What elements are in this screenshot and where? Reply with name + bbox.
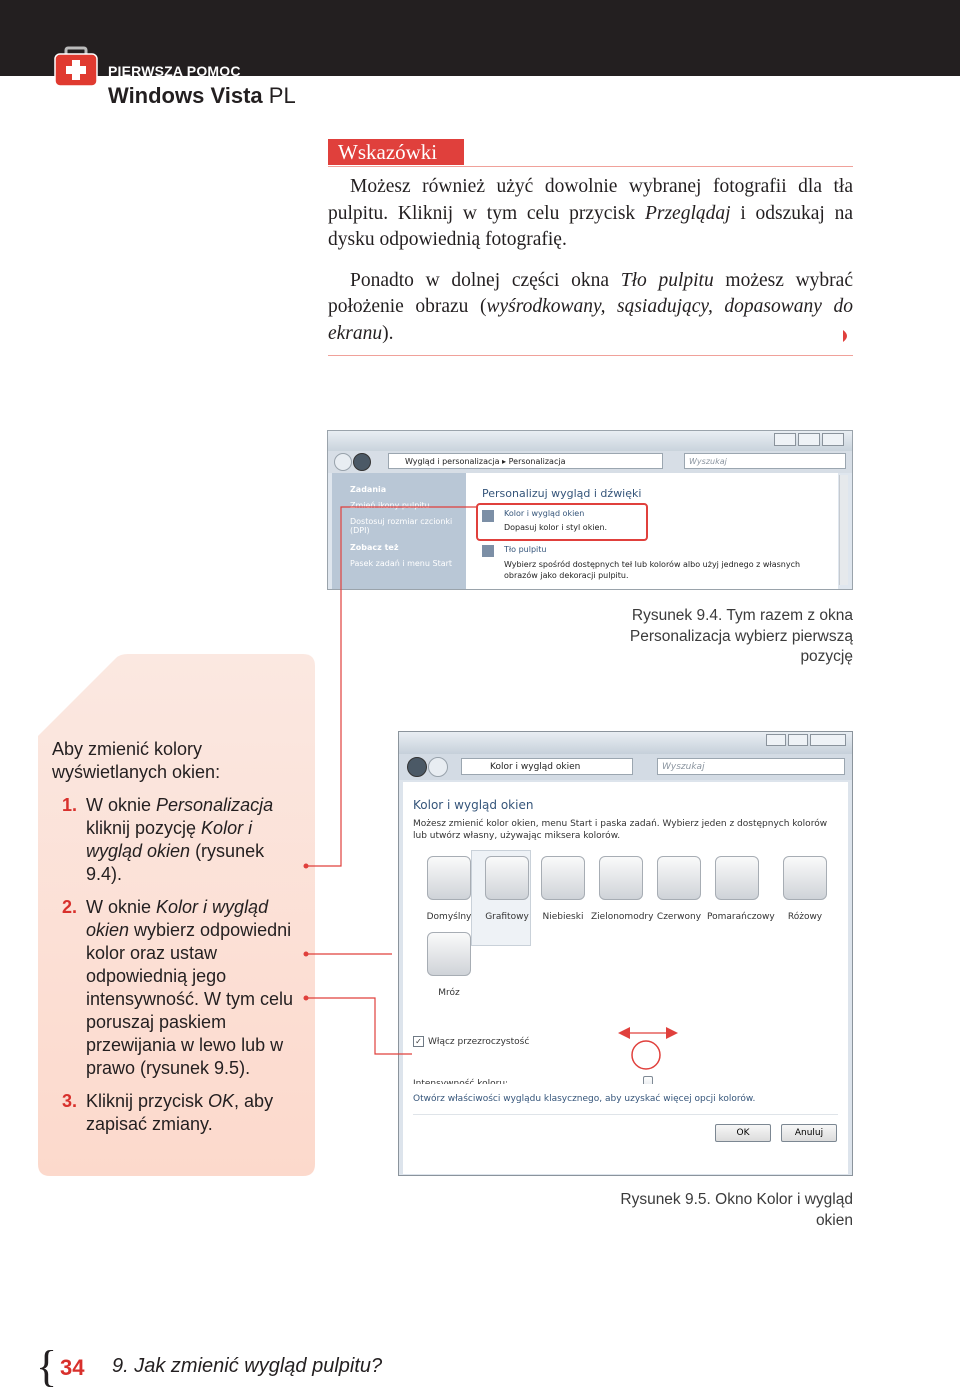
color-swatch-2[interactable] bbox=[477, 856, 537, 922]
search-input[interactable]: Wyszukaj bbox=[684, 453, 846, 469]
first-aid-kit-icon bbox=[54, 46, 98, 88]
swatch-label: Domyślny bbox=[426, 912, 472, 922]
ok-button[interactable]: OK bbox=[715, 1124, 771, 1142]
cancel-button[interactable]: Anuluj bbox=[781, 1124, 837, 1142]
page-number: 34 bbox=[60, 1355, 85, 1380]
task-font-size[interactable]: Dostosuj rozmiar czcionki (DPI) bbox=[350, 517, 453, 535]
task-pane bbox=[332, 473, 466, 589]
color-swatch-4[interactable] bbox=[591, 856, 654, 922]
window-controls bbox=[766, 734, 846, 746]
dialog-description: Możesz zmienić kolor okien, menu Start i paska zadań. Wybierz jeden z dostępnych kolorów lub utwórz własny, używając miksera kolorów. bbox=[413, 819, 828, 841]
tips-bottom-rule bbox=[328, 355, 853, 356]
minimize-button[interactable] bbox=[774, 433, 796, 446]
content-pane bbox=[466, 473, 838, 589]
forward-icon[interactable] bbox=[353, 453, 371, 471]
tips-paragraph-2: Ponadto w dolnej części okna Tło pulpitu możesz wybrać położenie obrazu (wyśrodkowany, sąsiadujący, dopasowany do ekranu). bbox=[328, 269, 853, 344]
chapter-title: 9. Jak zmienić wygląd pulpitu? bbox=[112, 1355, 383, 1377]
series-name: PIERWSZA POMOC bbox=[108, 63, 241, 79]
minimize-button[interactable] bbox=[766, 734, 786, 746]
step-3: 3. Kliknij przycisk OK, aby zapisać zmiany. bbox=[62, 1091, 274, 1134]
address-bar[interactable]: Wygląd i personalizacja ▸ Personalizacja bbox=[388, 453, 663, 469]
book-title: Windows Vista PL bbox=[108, 83, 296, 108]
color-swatch-1[interactable] bbox=[419, 856, 479, 922]
dialog-footer bbox=[403, 1084, 848, 1174]
maximize-button[interactable] bbox=[788, 734, 808, 746]
dialog-content bbox=[403, 782, 848, 1126]
steps-list bbox=[52, 738, 304, 1146]
color-swatch-5[interactable] bbox=[649, 856, 709, 922]
dialog-title: Kolor i wygląd okien bbox=[413, 798, 534, 812]
color-swatches bbox=[403, 856, 848, 998]
desktop-background-icon bbox=[482, 545, 494, 557]
address-row bbox=[328, 451, 852, 473]
swatch-label: Mróz bbox=[438, 988, 460, 998]
color-swatch-6[interactable] bbox=[707, 856, 775, 922]
see-also-taskbar[interactable]: Pasek zadań i menu Start bbox=[350, 559, 453, 568]
end-mark-icon bbox=[843, 330, 851, 342]
figure-9-5-caption: Rysunek 9.5. Okno Kolor i wygląd okien bbox=[620, 1191, 853, 1229]
content-title: Personalizuj wygląd i dźwięki bbox=[482, 487, 642, 500]
address-bar[interactable]: Kolor i wygląd okien bbox=[461, 758, 633, 775]
task-change-icons[interactable]: Zmień ikony pulpitu bbox=[350, 501, 430, 510]
scrollbar[interactable] bbox=[839, 475, 848, 585]
item1-description: Dopasuj kolor i styl okien. bbox=[504, 523, 608, 532]
swatch-label: Grafitowy bbox=[485, 912, 529, 922]
close-button[interactable] bbox=[822, 433, 844, 446]
swatch-label: Zielonomodry bbox=[591, 912, 654, 922]
item2-description: Wybierz spośród dostępnych teł lub kolorów albo użyj jednego z własnych obrazów jako dekoracji pulpitu. bbox=[504, 560, 801, 580]
tips-heading: Wskazówki bbox=[328, 139, 464, 165]
maximize-button[interactable] bbox=[798, 433, 820, 446]
step-1: 1. W oknie Personalizacja kliknij pozycję Kolor i wygląd okien (rysunek 9.4). bbox=[62, 795, 274, 884]
tips-body bbox=[328, 174, 853, 361]
back-icon[interactable] bbox=[334, 453, 352, 471]
swatch-label: Czerwony bbox=[656, 912, 702, 922]
figure-9-4-caption: Rysunek 9.4. Tym razem z okna Personalizacja wybierz pierwszą pozycję bbox=[629, 607, 853, 665]
color-swatch-3[interactable] bbox=[533, 856, 593, 922]
window-color-icon bbox=[482, 510, 494, 522]
close-button[interactable] bbox=[810, 734, 846, 746]
swatch-tile[interactable] bbox=[599, 856, 643, 900]
tasks-title: Zadania bbox=[350, 485, 387, 494]
swatch-label: Pomarańczowy bbox=[707, 912, 775, 922]
address-row bbox=[399, 754, 852, 780]
figure-personalization-window bbox=[327, 430, 853, 590]
swatch-tile[interactable] bbox=[783, 856, 827, 900]
transparency-option[interactable]: ✓ Włącz przezroczystość bbox=[413, 1036, 529, 1047]
swatch-tile[interactable] bbox=[427, 856, 471, 900]
figure-window-color-dialog bbox=[398, 731, 853, 1176]
step-2: 2. W oknie Kolor i wygląd okien wybierz odpowiedni kolor oraz ustaw odpowiednią jego intensywność. W tym celu poruszaj paskiem przewijania w lewo lub w prawo (rysunek 9.5). bbox=[62, 897, 294, 1078]
footer-brace: { bbox=[36, 1342, 58, 1391]
forward-icon[interactable] bbox=[428, 757, 448, 777]
steps-intro: Aby zmienić kolory wyświetlanych okien: bbox=[52, 739, 221, 782]
swatch-tile[interactable] bbox=[541, 856, 585, 900]
swatch-label: Niebieski bbox=[542, 912, 584, 922]
swatch-tile[interactable] bbox=[715, 856, 759, 900]
classic-appearance-link[interactable]: Otwórz właściwości wyglądu klasycznego, aby uzyskać więcej opcji kolorów. bbox=[413, 1094, 756, 1104]
link-desktop-background[interactable]: Tło pulpitu bbox=[504, 545, 547, 554]
color-swatch-8[interactable] bbox=[419, 932, 479, 998]
see-also-title: Zobacz też bbox=[350, 543, 399, 552]
link-window-color[interactable]: Kolor i wygląd okien bbox=[504, 509, 585, 518]
swatch-tile[interactable] bbox=[657, 856, 701, 900]
footer-divider bbox=[413, 1114, 838, 1115]
search-input[interactable]: Wyszukaj bbox=[657, 758, 845, 775]
swatch-tile[interactable] bbox=[485, 856, 529, 900]
swatch-label: Różowy bbox=[787, 912, 823, 922]
transparency-checkbox[interactable]: ✓ bbox=[413, 1036, 424, 1047]
tips-top-rule bbox=[328, 166, 853, 167]
window-controls bbox=[774, 433, 844, 446]
swatch-tile[interactable] bbox=[427, 932, 471, 976]
tips-paragraph-1: Możesz również użyć dowolnie wybranej fotografii dla tła pulpitu. Kliknij w tym celu przycisk Przeglądaj i odszukaj na dysku odpowiednią fotografię. bbox=[328, 176, 853, 250]
back-icon[interactable] bbox=[407, 757, 427, 777]
color-swatch-7[interactable] bbox=[775, 856, 835, 922]
